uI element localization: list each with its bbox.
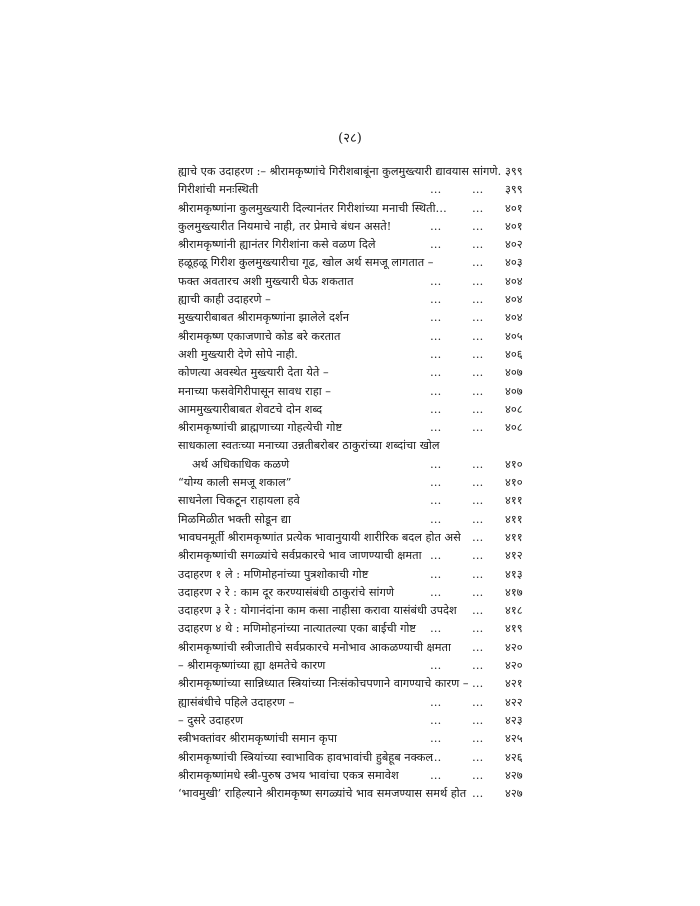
toc-leader-dots: … xyxy=(472,750,484,764)
toc-entry-page: ४२१ xyxy=(505,677,523,691)
toc-entry xyxy=(178,785,523,803)
toc-entry-title: फक्त अवतारच अशी मुख्त्यारी घेऊ शकतात xyxy=(178,274,354,288)
toc-leader-dots: … xyxy=(472,494,484,508)
toc-entry xyxy=(178,547,523,565)
toc-leader-dots: … xyxy=(472,604,484,618)
toc-entry xyxy=(178,456,523,474)
toc-entry-page: ४२० xyxy=(505,659,523,673)
toc-entry-page: ४२० xyxy=(505,640,523,654)
toc-entry xyxy=(178,620,523,638)
toc-entry-title: कुलमुख्त्यारीत नियमाचे नाही, तर प्रेमाचे बंधन असते! xyxy=(178,219,392,233)
toc-entry-page: ४०३ xyxy=(505,256,523,270)
toc-leader-dots: … xyxy=(472,640,484,654)
toc-leader-dots: … xyxy=(472,201,484,215)
toc-leader-dots: … xyxy=(472,238,484,252)
toc-entry-title: साधकाला स्वतःच्या मनाच्या उन्नतीबरोबर ठाकुरांच्या शब्दांचा खोल xyxy=(178,439,440,453)
toc-leader-dots: … xyxy=(472,219,484,233)
toc-entry-page: ४०४ xyxy=(505,293,523,307)
toc-leader-dots: … xyxy=(472,585,484,599)
toc-leader-dots: … xyxy=(472,476,484,490)
toc-leader-dots: … xyxy=(472,530,484,544)
toc-entry xyxy=(178,328,523,346)
toc-leader-dots: … xyxy=(472,713,484,727)
toc-leader-dots: … xyxy=(472,183,484,197)
toc-leader-dots: … xyxy=(430,457,442,471)
toc-entry xyxy=(178,236,523,254)
toc-leader-dots: … xyxy=(472,421,484,435)
toc-entry xyxy=(178,437,518,455)
toc-leader-dots: … xyxy=(472,329,484,343)
toc-entry-page: ४०८ xyxy=(505,402,523,416)
toc-entry-title: अशी मुख्त्यारी देणे सोपे नाही. xyxy=(178,347,298,361)
toc-leader-dots: … xyxy=(472,366,484,380)
toc-entry-page: ४११ xyxy=(505,494,523,508)
toc-entry-page: ४१० xyxy=(505,457,523,471)
toc-entry xyxy=(178,712,523,730)
toc-leader-dots: … xyxy=(472,622,484,636)
toc-leader-dots: … xyxy=(430,219,442,233)
toc-entry-page: ४२६ xyxy=(505,750,523,764)
toc-entry xyxy=(178,163,523,181)
toc-entry-title: मुख्त्यारीबाबत श्रीरामकृष्णांना झालेले दर्शन xyxy=(178,311,349,325)
toc-leader-dots: … xyxy=(472,567,484,581)
toc-leader-dots: … xyxy=(472,293,484,307)
toc-entry-title: – श्रीरामकृष्णांच्या ह्या क्षमतेचे कारण xyxy=(178,659,326,673)
toc-leader-dots: … xyxy=(472,384,484,398)
toc-entry xyxy=(178,401,523,419)
toc-entry-page: ४०४ xyxy=(505,274,523,288)
toc-entry xyxy=(178,309,523,327)
toc-leader-dots: … xyxy=(472,402,484,416)
toc-entry xyxy=(178,474,523,492)
toc-leader-dots: … xyxy=(472,457,484,471)
toc-entry-page: ३९९ xyxy=(505,183,523,197)
toc-entry xyxy=(178,602,523,620)
toc-entry xyxy=(178,511,523,529)
toc-leader-dots: … xyxy=(430,585,442,599)
toc-entry-title: कोणत्या अवस्थेत मुख्त्यारी देता येते – xyxy=(178,366,329,380)
toc-leader-dots: … xyxy=(430,402,442,416)
toc-entry-title: मनाच्या फसवेगिरीपासून सावध राहा – xyxy=(178,384,331,398)
toc-entry-page: ४१३ xyxy=(505,567,523,581)
toc-leader-dots: … xyxy=(472,512,484,526)
toc-leader-dots: … xyxy=(472,732,484,746)
toc-entry-title: साधनेला चिकटून राहायला हवे xyxy=(178,494,300,508)
toc-leader-dots: … xyxy=(430,768,442,782)
toc-entry-title: अर्थ अधिकाधिक कळणे xyxy=(192,457,290,471)
toc-entry-title: श्रीरामकृष्णांची स्त्रियांच्या स्वाभाविक हावभावांची हुबेहूब नक्कल xyxy=(178,750,434,764)
table-of-contents xyxy=(178,163,523,803)
toc-leader-dots: … xyxy=(430,512,442,526)
toc-entry-title: श्रीरामकृष्णांची स्त्रीजातीचे सर्वप्रकारचे मनोभाव आकळण्याची क्षमता xyxy=(178,640,451,654)
toc-entry-title: श्रीरामकृष्ण एकाजणाचे कोड बरे करतात xyxy=(178,329,341,343)
toc-entry xyxy=(178,383,523,401)
toc-entry-title: स्त्रीभक्तांवर श्रीरामकृष्णांची समान कृपा xyxy=(178,732,337,746)
toc-entry-title: मिळमिळीत भक्ती सोडून द्या xyxy=(178,512,291,526)
toc-entry-page: ४०१ xyxy=(505,201,523,215)
toc-entry-title: ‘भावमुखी’ राहिल्याने श्रीरामकृष्ण सगळ्यांचे भाव समजण्यास समर्थ होत xyxy=(178,787,467,801)
toc-entry-page: ४०२ xyxy=(505,238,523,252)
toc-entry xyxy=(178,346,523,364)
toc-entry-page: ४२२ xyxy=(505,695,523,709)
toc-entry xyxy=(178,419,523,437)
toc-entry xyxy=(178,767,523,785)
toc-entry xyxy=(178,730,523,748)
toc-entry-title: श्रीरामकृष्णांनी ह्यानंतर गिरीशांना कसे वळण दिले xyxy=(178,238,376,252)
toc-leader-dots: … xyxy=(430,695,442,709)
toc-entry xyxy=(178,675,523,693)
toc-entry xyxy=(178,566,523,584)
toc-entry xyxy=(178,694,523,712)
toc-leader-dots: … xyxy=(430,347,442,361)
toc-leader-dots: … xyxy=(430,750,442,764)
toc-leader-dots: … xyxy=(430,384,442,398)
toc-leader-dots: … xyxy=(472,787,484,801)
toc-leader-dots: … xyxy=(472,274,484,288)
toc-leader-dots: … xyxy=(430,329,442,343)
toc-entry-title: उदाहरण १ ले : मणिमोहनांच्या पुत्रशोकाची गोष्ट xyxy=(178,567,369,581)
toc-entry-title: श्रीरामकृष्णांच्या सान्निध्यात स्त्रियांच्या निःसंकोचपणाने वागण्याचे कारण – xyxy=(178,677,469,691)
toc-entry xyxy=(178,584,523,602)
toc-entry-page: ४१९ xyxy=(505,622,523,636)
toc-leader-dots: … xyxy=(430,549,442,563)
toc-entry-page: ३९९ xyxy=(505,165,523,178)
toc-entry xyxy=(178,529,523,547)
toc-entry-title: श्रीरामकृष्णांना कुलमुख्त्यारी दिल्यानंतर गिरीशांच्या मनाची स्थिती… xyxy=(178,201,447,215)
toc-leader-dots: … xyxy=(430,421,442,435)
toc-leader-dots: … xyxy=(430,713,442,727)
toc-entry-page: ४११ xyxy=(505,530,523,544)
toc-leader-dots: … xyxy=(472,347,484,361)
toc-entry xyxy=(178,639,523,657)
toc-entry xyxy=(178,181,523,199)
toc-entry-page: ४१२ xyxy=(505,549,523,563)
toc-leader-dots: … xyxy=(430,732,442,746)
toc-entry-page: ४०८ xyxy=(505,421,523,435)
toc-entry-page: ४११ xyxy=(505,512,523,526)
toc-entry-title: उदाहरण ३ रे : योगानंदांना काम कसा नाहीसा करावा यासंबंधी उपदेश xyxy=(178,604,457,618)
toc-leader-dots: … xyxy=(430,274,442,288)
toc-entry-page: ४१० xyxy=(505,476,523,490)
toc-entry xyxy=(178,254,523,272)
toc-entry-page: ४२७ xyxy=(505,768,523,782)
toc-leader-dots: … xyxy=(430,567,442,581)
toc-leader-dots: … xyxy=(430,494,442,508)
toc-entry-title: श्रीरामकृष्णांची सगळ्यांचे सर्वप्रकारचे भाव जाणण्याची क्षमता xyxy=(178,549,422,563)
toc-entry-page: ४२७ xyxy=(505,787,523,801)
toc-leader-dots: … xyxy=(472,695,484,709)
toc-entry xyxy=(178,218,523,236)
toc-entry-title: ह्यासंबंधीचे पहिले उदाहरण – xyxy=(178,695,295,709)
toc-leader-dots: … xyxy=(430,476,442,490)
toc-entry-page: ४१८ xyxy=(505,604,523,618)
toc-entry xyxy=(178,200,523,218)
toc-entry-title: ह्याचे एक उदाहरण :– श्रीरामकृष्णांचे गिरीशबाबूंना कुलमुख्त्यारी द्यावयास सांगणे. xyxy=(178,165,502,178)
toc-entry-title: श्रीरामकृष्णांमधे स्त्री-पुरुष उभय भावांचा एकत्र समावेश xyxy=(178,768,399,782)
toc-entry xyxy=(178,492,523,510)
toc-entry-page: ४२३ xyxy=(505,713,523,727)
toc-leader-dots: … xyxy=(430,293,442,307)
toc-entry-page: ४२५ xyxy=(505,732,523,746)
page-number: (२८) xyxy=(338,131,362,146)
toc-entry-title: हळूहळू गिरीश कुलमुख्त्यारीचा गूढ, खोल अर्थ समजू लागतात – xyxy=(178,256,434,270)
toc-entry xyxy=(178,291,523,309)
toc-entry-page: ४०६ xyxy=(505,347,523,361)
toc-entry-page: ४०५ xyxy=(505,329,523,343)
toc-entry-page: ४०७ xyxy=(505,366,523,380)
toc-leader-dots: … xyxy=(472,256,484,270)
toc-leader-dots: … xyxy=(430,366,442,380)
toc-leader-dots: … xyxy=(472,311,484,325)
toc-leader-dots: … xyxy=(430,659,442,673)
toc-entry-title: आममुख्त्यारीबाबत शेवटचे दोन शब्द xyxy=(178,402,323,416)
toc-entry-title: श्रीरामकृष्णांची ब्राह्मणाच्या गोहत्येची गोष्ट xyxy=(178,421,343,435)
toc-entry xyxy=(178,364,523,382)
toc-leader-dots: … xyxy=(472,677,484,691)
toc-leader-dots: … xyxy=(430,183,442,197)
toc-entry-page: ४१७ xyxy=(505,585,523,599)
toc-leader-dots: … xyxy=(430,238,442,252)
toc-entry-title: “योग्य काली समजू शकाल” xyxy=(178,476,292,490)
toc-leader-dots: … xyxy=(472,768,484,782)
toc-entry-page: ४०१ xyxy=(505,219,523,233)
toc-leader-dots: … xyxy=(472,659,484,673)
toc-entry-title: गिरीशांची मनःस्थिती xyxy=(178,183,259,197)
toc-entry-title: उदाहरण ४ थे : मणिमोहनांच्या नात्यातल्या एका बाईची गोष्ट xyxy=(178,622,416,636)
toc-entry-title: उदाहरण २ रे : काम दूर करण्यासंबंधी ठाकुरांचे सांगणे xyxy=(178,585,394,599)
toc-entry-page: ४०७ xyxy=(505,384,523,398)
toc-entry-page: ४०४ xyxy=(505,311,523,325)
toc-leader-dots: … xyxy=(430,311,442,325)
toc-entry-title: – दुसरे उदाहरण xyxy=(178,713,243,727)
toc-leader-dots: … xyxy=(472,549,484,563)
toc-entry xyxy=(178,657,523,675)
toc-entry-title: ह्याची काही उदाहरणे – xyxy=(178,293,271,307)
toc-entry xyxy=(178,273,523,291)
toc-leader-dots: … xyxy=(430,622,442,636)
toc-entry-title: भावघनमूर्ती श्रीरामकृष्णांत प्रत्येक भावानुयायी शारीरिक बदल होत असे xyxy=(178,530,461,544)
toc-entry xyxy=(178,749,523,767)
